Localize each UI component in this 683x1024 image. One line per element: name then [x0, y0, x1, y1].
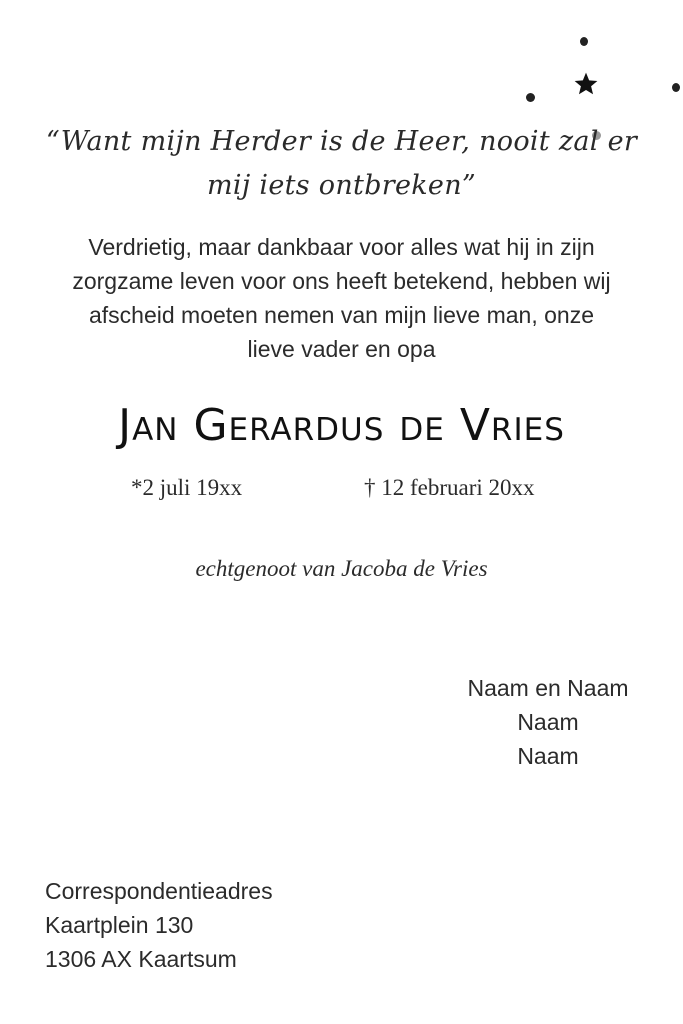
quote-line: mij iets ontbreken”: [207, 170, 476, 201]
quote-line: “Want mijn Herder is de Heer, nooit zal er: [45, 126, 638, 157]
dot-icon: [672, 83, 680, 92]
correspondence-address: [45, 874, 445, 976]
address-label: Correspondentieadres: [45, 878, 273, 904]
family-line: Naam: [517, 743, 579, 769]
death-date: † 12 februari 20xx: [364, 475, 535, 500]
address-street: Kaartplein 130: [45, 912, 194, 938]
dot-icon: [580, 37, 588, 46]
birth-date: *2 juli 19xx: [131, 475, 243, 500]
address-city: 1306 AX Kaartsum: [45, 946, 237, 972]
star-icon: [573, 71, 599, 97]
announcement-line: lieve vader en opa: [247, 336, 436, 362]
dot-icon: [526, 93, 535, 102]
announcement-line: afscheid moeten nemen van mijn lieve man, onze: [88, 302, 594, 328]
announcement-text: [40, 230, 643, 366]
family-names: [440, 671, 656, 773]
family-line: Naam: [517, 709, 579, 735]
announcement-line: zorgzame leven voor ons heeft betekend, hebben wij: [72, 268, 611, 294]
bible-quote: [40, 120, 643, 208]
deceased-name: Jan Gerardus de Vries: [118, 400, 565, 451]
family-line: Naam en Naam: [467, 675, 629, 701]
spouse-line: echtgenoot van Jacoba de Vries: [195, 556, 488, 581]
announcement-line: Verdrietig, maar dankbaar voor alles wat hij in zijn: [88, 234, 595, 260]
